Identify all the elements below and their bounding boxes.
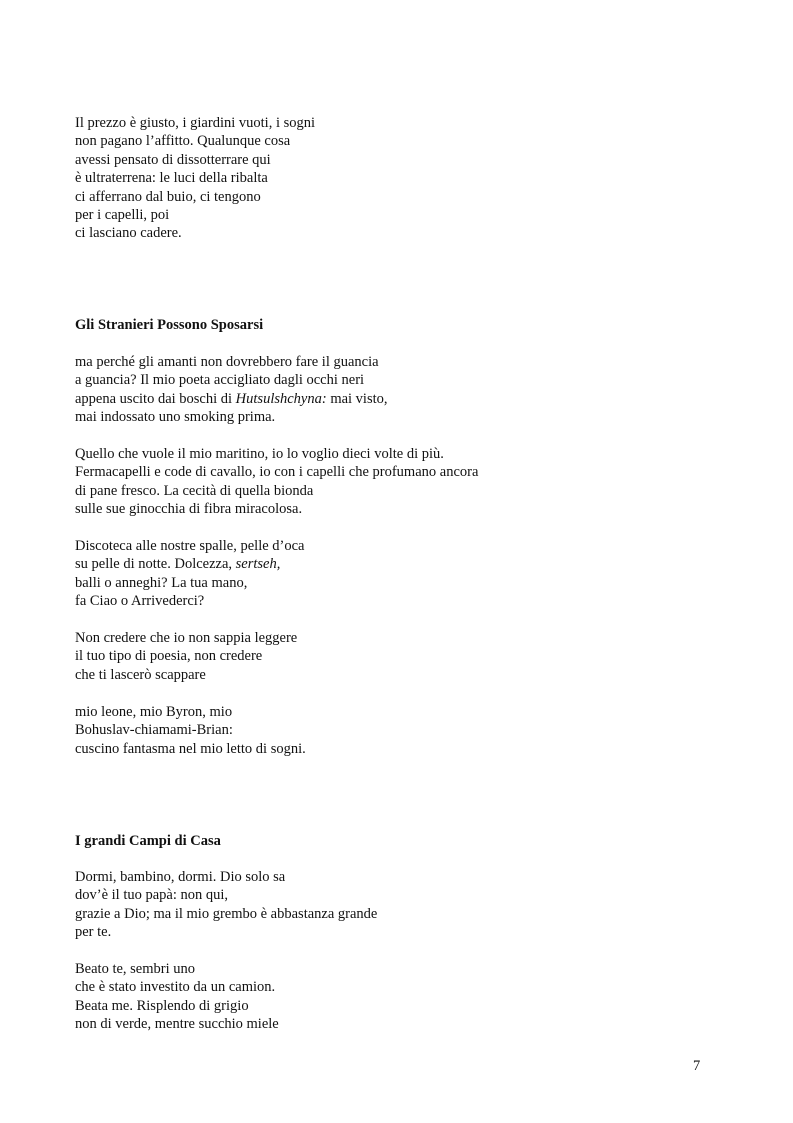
poem-line: Il prezzo è giusto, i giardini vuoti, i sogni [75, 115, 316, 131]
poem2-stanza-2 [75, 445, 478, 519]
poem-line: Quello che vuole il mio maritino, io lo voglio dieci volte di più. [75, 446, 444, 462]
poem-line: avessi pensato di dissotterrare qui [75, 151, 271, 168]
poem-line-text: mai visto, [326, 390, 388, 407]
poem-line: Non credere che io non sappia leggere [75, 630, 298, 646]
poem-line: ma perché gli amanti non dovrebbero fare il guancia [75, 354, 379, 370]
poem1-stanza [75, 114, 315, 243]
poem-line: a guancia? Il mio poeta accigliato dagli occhi neri [75, 372, 365, 389]
poem-line: fa Ciao o Arrivederci? [75, 593, 205, 610]
poem-line: per i capelli, poi [75, 207, 170, 224]
poem3-stanza-1 [75, 868, 377, 942]
poem-line [75, 390, 388, 408]
poem-line: cuscino fantasma nel mio letto di sogni. [75, 740, 306, 757]
poem-line: Fermacapelli e code di cavallo, io con i capelli che profumano ancora [75, 464, 479, 481]
poem-line: Beata me. Risplendo di grigio [75, 997, 249, 1014]
poem-line: Bohuslav-chiamami-Brian: [75, 722, 233, 739]
poem-line: ci lasciano cadere. [75, 225, 182, 242]
page-number: 7 [693, 1058, 701, 1074]
poem-line: mai indossato uno smoking prima. [75, 409, 276, 426]
poem-line [75, 555, 304, 573]
poem-line-text: su pelle di notte. Dolcezza, [75, 556, 236, 573]
poem-line: non pagano l’affitto. Qualunque cosa [75, 133, 291, 150]
italic-word: Hutsulshchyna: [235, 390, 327, 407]
poem3-stanza-2 [75, 960, 279, 1034]
poem2-stanza-5 [75, 703, 306, 758]
italic-word: sertseh, [235, 556, 281, 573]
poem-title: I grandi Campi di Casa [75, 833, 221, 849]
poem-line: il tuo tipo di poesia, non credere [75, 648, 263, 665]
poem-line: per te. [75, 924, 112, 941]
poem-line: non di verde, mentre succhio miele [75, 1016, 279, 1033]
poem-line: Beato te, sembri uno [75, 961, 196, 977]
poem-line: che ti lascerò scappare [75, 666, 206, 683]
poem-line: è ultraterrena: le luci della ribalta [75, 170, 268, 187]
poem-line: Discoteca alle nostre spalle, pelle d’oca [75, 538, 305, 554]
poem-line: grazie a Dio; ma il mio grembo è abbastanza grande [75, 905, 378, 922]
poem-line: mio leone, mio Byron, mio [75, 704, 233, 720]
poem2-stanza-4 [75, 629, 297, 684]
poem-line-text: appena uscito dai boschi di [75, 390, 236, 407]
poem-line: Dormi, bambino, dormi. Dio solo sa [75, 869, 286, 885]
poem2-stanza-3 [75, 537, 304, 611]
poem-line: dov’è il tuo papà: non qui, [75, 887, 229, 904]
poem-title: Gli Stranieri Possono Sposarsi [75, 317, 264, 333]
poem-line: che è stato investito da un camion. [75, 979, 276, 996]
poem-line: di pane fresco. La cecità di quella bionda [75, 482, 314, 499]
poem2-stanza-1 [75, 353, 388, 427]
poem-line: balli o anneghi? La tua mano, [75, 574, 248, 591]
poem-line: ci afferrano dal buio, ci tengono [75, 188, 261, 205]
poem-line: sulle sue ginocchia di fibra miracolosa. [75, 501, 303, 518]
